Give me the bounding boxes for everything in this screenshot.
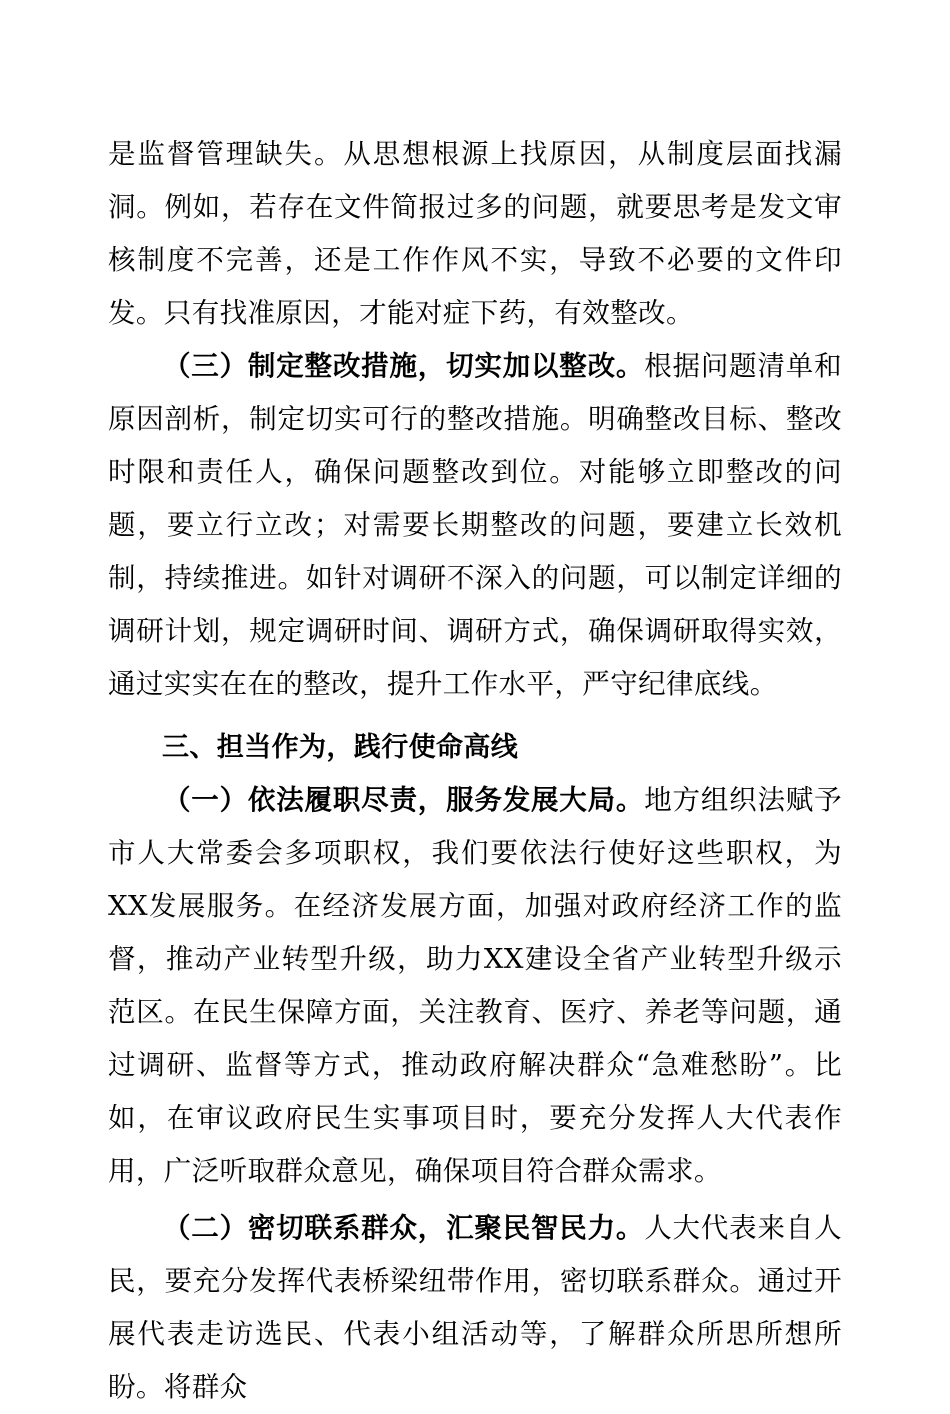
paragraph-section-3-item-2: [108, 1202, 842, 1414]
document-body: [108, 128, 842, 1414]
heading-text: 三、担当作为，践行使命高线: [162, 732, 519, 763]
paragraph-lead-bold: （二）密切联系群众，汇聚民智民力。: [163, 1212, 645, 1244]
text-run: 地方组织法赋予市人大常委会多项职权，我们要依法行使好这些职权，为XX发展服务。在经济发展方面，加强对政府经济工作的监督，推动产业转型升级，助力XX建设全省产业转型升级示范区。在民生保障方面，关注教育、医疗、养老等问题，通过调研、监督等方式，推动政府解决群众“急难愁盼”。比如，在审议政府民生实事项目时，要充分发挥人大代表作用，广泛听取群众意见，确保项目符合群众需求。: [108, 784, 842, 1187]
text-run: 人大代表来自人民，要充分发挥代表桥梁纽带作用，密切联系群众。通过开展代表走访选民、代表小组活动等，了解群众所思所想所盼。将群众: [108, 1212, 842, 1403]
paragraph-lead-bold: （三）制定整改措施，切实加以整改。: [163, 350, 645, 382]
paragraph-section-3-item-1: [108, 774, 842, 1198]
paragraph-continued: [108, 128, 842, 340]
text-run: 根据问题清单和原因剖析，制定切实可行的整改措施。明确整改目标、整改时限和责任人，确保问题整改到位。对能够立即整改的问题，要立行立改；对需要长期整改的问题，要建立长效机制，持续推进。如针对调研不深入的问题，可以制定详细的调研计划，规定调研时间、调研方式，确保调研取得实效，通过实实在在的整改，提升工作水平，严守纪律底线。: [108, 350, 842, 700]
paragraph-section-2-item-3: [108, 340, 842, 711]
text-run: 是监督管理缺失。从思想根源上找原因，从制度层面找漏洞。例如，若存在文件简报过多的问题，就要思考是发文审核制度不完善，还是工作作风不实，导致不必要的文件印发。只有找准原因，才能对症下药，有效整改。: [108, 138, 842, 329]
heading-section-3: [108, 721, 842, 774]
spacer: [108, 711, 842, 715]
paragraph-lead-bold: （一）依法履职尽责，服务发展大局。: [163, 784, 645, 816]
